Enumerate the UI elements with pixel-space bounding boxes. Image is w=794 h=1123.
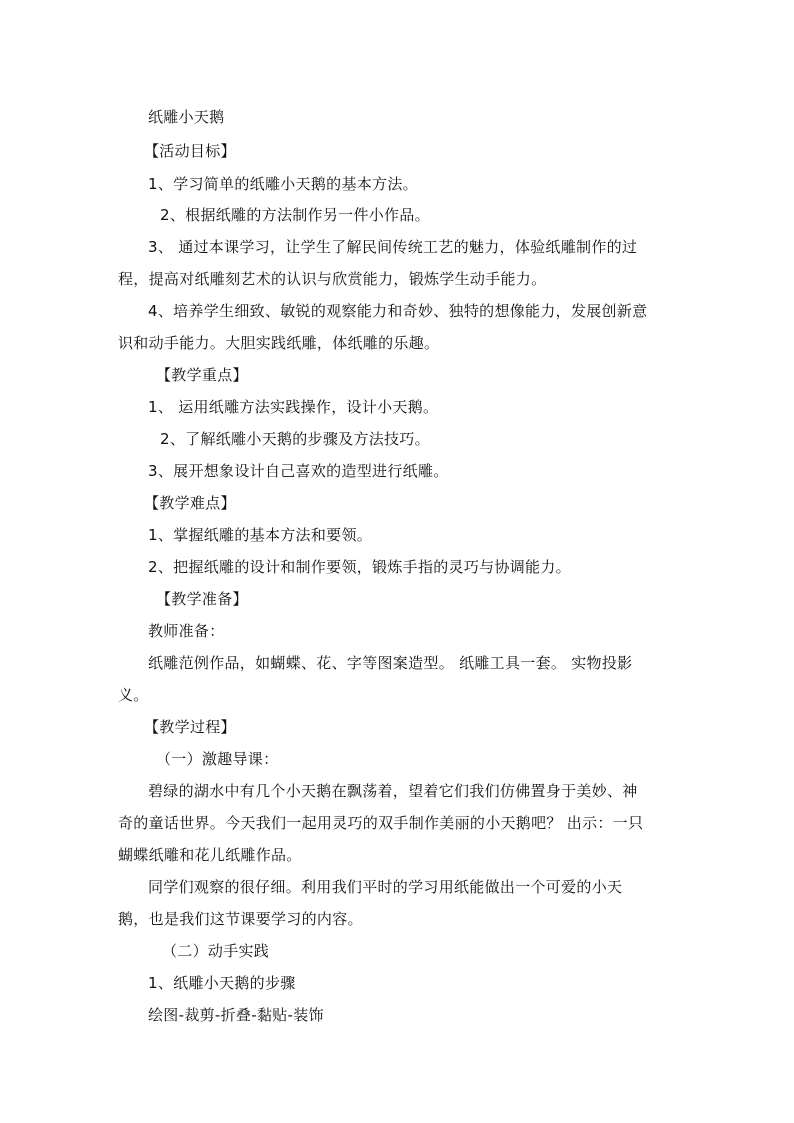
intro-paragraph-line: 同学们观察的很仔细。利用我们平时的学习用纸能做出一个可爱的小天: [148, 878, 623, 896]
process-heading: 【教学过程】: [144, 718, 236, 736]
activity-goal-item: 1、学习简单的纸雕小天鹅的基本方法。: [148, 175, 418, 193]
preparation-item: 教师准备：: [148, 622, 225, 640]
intro-paragraph-line: 鹅，也是我们这节课要学习的内容。: [118, 910, 363, 928]
activity-goal-item-continued: 识和动手能力。大胆实践纸雕，体纸雕的乐趣。: [118, 334, 440, 352]
intro-subheading: （一）激趣导课：: [156, 750, 279, 768]
difficulties-heading: 【教学难点】: [144, 494, 236, 512]
key-point-item: 3、展开想象设计自己喜欢的造型进行纸雕。: [148, 462, 449, 480]
difficulty-item: 1、掌握纸雕的基本方法和要领。: [148, 526, 373, 544]
activity-goal-item-continued: 程，提高对纸雕刻艺术的认识与欣赏能力，锻炼学生动手能力。: [118, 270, 547, 288]
document-title: 纸雕小天鹅: [148, 108, 225, 126]
preparation-item: 纸雕范例作品，如蝴蝶、花、字等图案造型。 纸雕工具一套。 实物投影: [148, 654, 633, 672]
preparation-item-continued: 义。: [118, 686, 149, 704]
practice-subheading: （二）动手实践: [162, 942, 270, 960]
activity-goals-heading: 【活动目标】: [144, 142, 236, 160]
key-point-item: 1、 运用纸雕方法实践操作，设计小天鹅。: [148, 398, 439, 416]
difficulty-item: 2、把握纸雕的设计和制作要领，锻炼手指的灵巧与协调能力。: [148, 558, 571, 576]
activity-goal-item: 4、培养学生细致、敏锐的观察能力和奇妙、独特的想像能力，发展创新意: [148, 302, 648, 320]
steps-text: 绘图-裁剪-折叠-黏贴-装饰: [148, 1006, 324, 1024]
key-point-item: 2、了解纸雕小天鹅的步骤及方法技巧。: [160, 430, 430, 448]
preparation-heading: 【教学准备】: [156, 590, 248, 608]
key-points-heading: 【教学重点】: [156, 366, 248, 384]
activity-goal-item: 2、根据纸雕的方法制作另一件小作品。: [160, 206, 430, 224]
intro-paragraph-line: 奇的童话世界。今天我们一起用灵巧的双手制作美丽的小天鹅吧？ 出示：一只: [118, 814, 644, 832]
intro-paragraph-line: 碧绿的湖水中有几个小天鹅在飘荡着，望着它们我们仿佛置身于美妙、神: [148, 782, 638, 800]
intro-paragraph-line: 蝴蝶纸雕和花儿纸雕作品。: [118, 846, 302, 864]
steps-heading: 1、纸雕小天鹅的步骤: [148, 974, 296, 992]
activity-goal-item: 3、 通过本课学习，让学生了解民间传统工艺的魅力，体验纸雕制作的过: [148, 238, 638, 256]
